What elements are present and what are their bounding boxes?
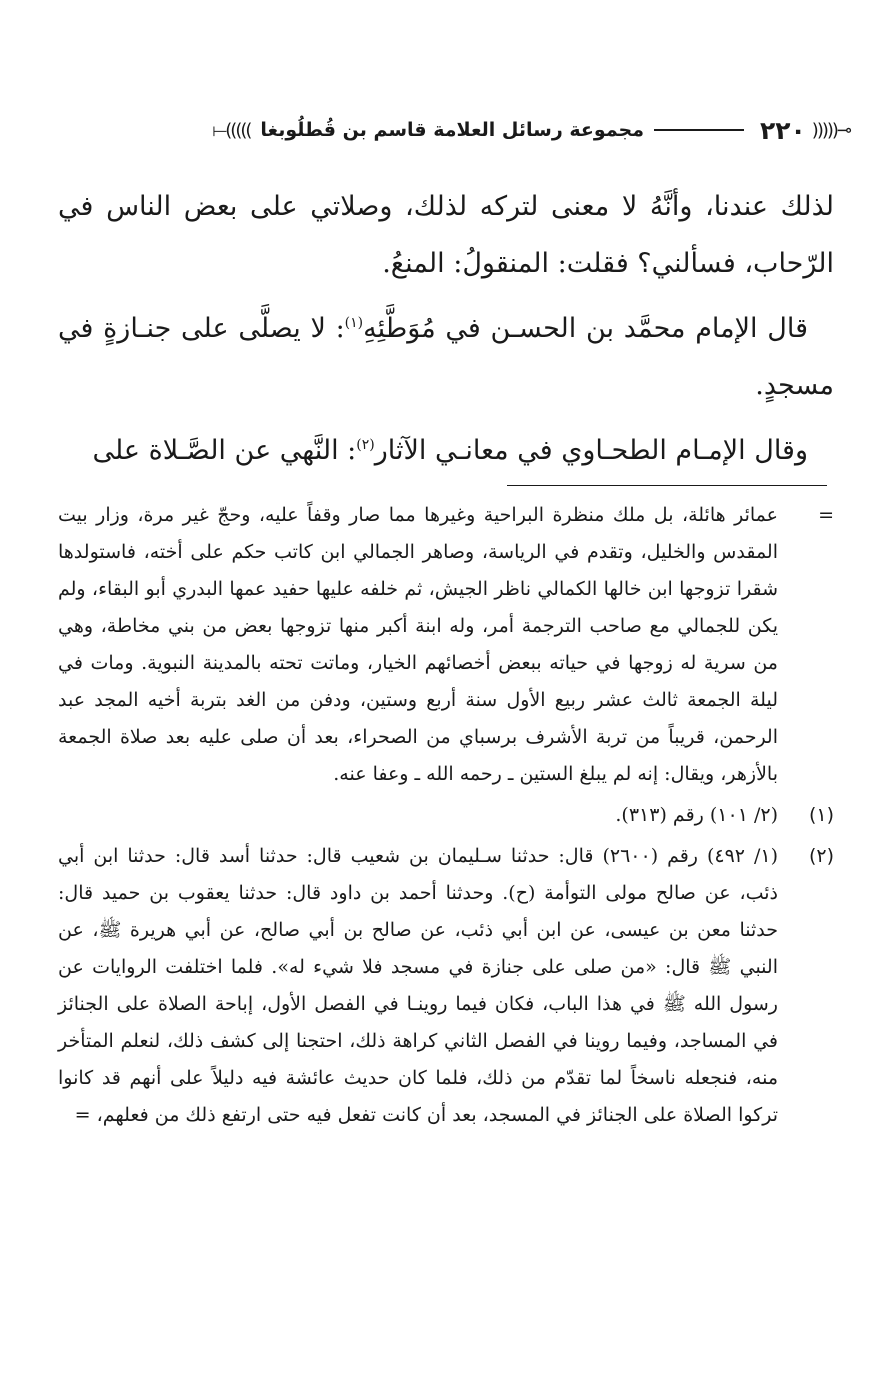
main-text bbox=[58, 178, 834, 487]
footnote-mark: (١) bbox=[808, 804, 834, 826]
footnote-continuation bbox=[58, 497, 834, 793]
footnote-2 bbox=[58, 838, 834, 1134]
book-title: مجموعة رسائل العلامة قاسم بن قُطلُوبغا bbox=[260, 119, 645, 141]
header-ornament-left: )))))⟞ bbox=[212, 119, 251, 141]
paragraph-3-text-a: وقال الإمـام الطحـاوي في معانـي الآثار bbox=[374, 435, 808, 466]
footnote-ref-2: (٢) bbox=[356, 437, 375, 453]
footnote-1 bbox=[58, 797, 834, 834]
footnote-text: عمائر هائلة، بل ملك منظرة البراحية وغيرها مما صار وقفاً عليه، وحجّ غير مرة، وزار بيت المقدس والخليل، وتقدم في الرياسة، وصاهر الجمالي ابن كاتب حكم على أخته، فاستولدها شقرا تزوجها ابن خالها الكمالي ناظر الجيش، ثم خلفه عليها حفيد عمها البدري أبو البقاء، ولم يكن للجمالي مع صاحب الترجمة أمر، وله ابنة أكبر منها تزوجها بعض من بني مخاطة، وهي من سرية له زوجها في حياته ببعض أخصائهم الخيار، وماتت تحته بالمدينة النبوية. ومات في ليلة الجمعة ثالث عشر ربيع الأول سنة أربع وستين، ودفن من الغد بتربة أخيه المجد عبد الرحمن، قريباً من تربة الأشرف برسباي من الصحراء، بعد أن صلى عليه بعد صلاة الجمعة بالأزهر، ويقال: إنه لم يبلغ الستين ـ رحمه الله ـ وعفا عنه. bbox=[58, 504, 778, 785]
header-ornament-right: ⟜((((( bbox=[811, 119, 850, 141]
footnote-text: (١/ ٤٩٢) رقم (٢٦٠٠) قال: حدثنا سـليمان بن شعيب قال: حدثنا أسد قال: حدثنا ابن أبي ذئب، عن صالح مولى التوأمة (ح). وحدثنا أحمد بن داود قال: حدثنا يعقوب بن حميد قال: حدثنا معن بن عيسى، عن ابن أبي ذئب، عن صالح بن أبي صالح، عن أبي هريرة ﷺ، عن النبي ﷺ قال: «من صلى على جنازة في مسجد فلا شيء له». فلما اختلفت الروايات عن رسول الله ﷺ في هذا الباب، فكان فيما روينـا في الفصل الأول، إباحة الصلاة على الجنائز في المساجد، وفيما روينا في الفصل الثاني كراهة ذلك، احتجنا إلى كشف ذلك، لنعلم المتأخر منه، فنجعله ناسخاً لما تقدّم من ذلك، فلما كان حديث عائشة فيه دليلاً على أنهم قد كانوا تركوا الصلاة على الجنائز في المسجد، بعد أن كانت تفعل فيه حتى ارتفع ذلك من فعلهم، = bbox=[58, 845, 778, 1126]
footnote-ref-1: (١) bbox=[344, 315, 364, 331]
footnote-mark: (٢) bbox=[808, 845, 834, 867]
paragraph-2-text-b: : لا يصلَّى على جنـازةٍ في مسجدٍ. bbox=[58, 313, 834, 401]
footnote-separator bbox=[507, 485, 827, 486]
paragraph-3-text-b: : النَّهي عن الصَّـلاة على bbox=[92, 435, 357, 466]
paragraph-2 bbox=[58, 300, 834, 414]
paragraph-2-text-a: قال الإمام محمَّد بن الحسـن في مُوَطَّئِهِ bbox=[363, 313, 808, 344]
page-number: ٢٢٠ bbox=[760, 115, 806, 145]
footnote-text: (٢/ ١٠١) رقم (٣١٣). bbox=[615, 804, 778, 826]
footnotes bbox=[58, 497, 834, 1138]
header-rule bbox=[654, 129, 744, 131]
paragraph-3 bbox=[58, 422, 834, 479]
footnote-mark: = bbox=[818, 504, 834, 526]
paragraph-1: لذلك عندنا، وأنَّهُ لا معنى لتركه لذلك، وصلاتي على بعض الناس في الرّحاب، فسألني؟ فقلت: المنقولُ: المنعُ. bbox=[58, 191, 834, 279]
running-header bbox=[42, 108, 850, 152]
